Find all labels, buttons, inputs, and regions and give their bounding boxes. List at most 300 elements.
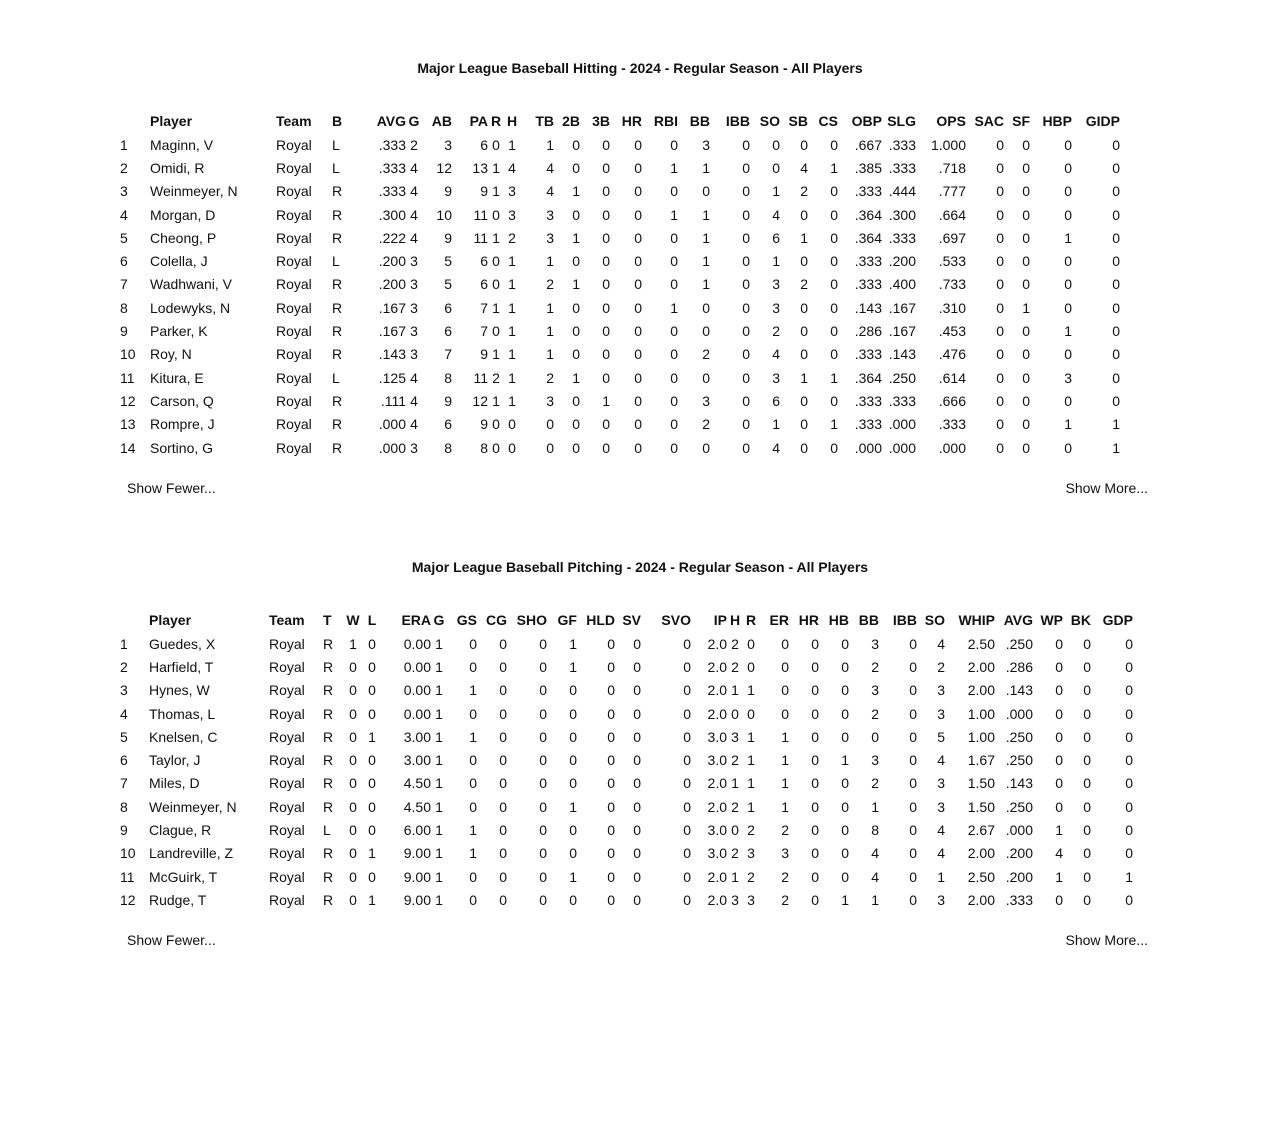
pitching-cell-r: 1	[747, 728, 755, 745]
hitting-cell-2b: 1	[572, 183, 580, 200]
pitching-cell-hr: 0	[811, 798, 819, 815]
pitching-header-era[interactable]: ERA	[401, 612, 431, 628]
hitting-cell-cs: 0	[830, 206, 838, 223]
pitching-cell-gs: 0	[469, 752, 477, 769]
pitching-header-cg[interactable]: CG	[486, 612, 507, 628]
pitching-cell-hb: 0	[841, 658, 849, 675]
hitting-cell-obp: .333	[854, 392, 882, 409]
pitching-header-ibb[interactable]: IBB	[892, 612, 917, 628]
pitching-cell-team: Royal	[269, 752, 305, 769]
pitching-header-gs[interactable]: GS	[456, 612, 477, 628]
hitting-header-3b[interactable]: 3B	[592, 113, 610, 129]
pitching-cell-so: 4	[937, 845, 945, 862]
pitching-cell-r: 1	[747, 682, 755, 699]
hitting-cell-ab: 7	[444, 346, 452, 363]
hitting-cell-cs: 0	[830, 392, 838, 409]
hitting-header-ibb[interactable]: IBB	[725, 113, 750, 129]
hitting-cell-sf: 0	[1022, 416, 1030, 433]
pitching-cell-team: Royal	[269, 775, 305, 792]
hitting-header-ops[interactable]: OPS	[936, 113, 966, 129]
pitching-cell-r: 1	[747, 798, 755, 815]
hitting-cell-team: Royal	[276, 276, 312, 293]
hitting-header-b[interactable]: B	[332, 113, 343, 129]
pitching-header-bk[interactable]: BK	[1070, 612, 1091, 628]
pitching-header-avg[interactable]: AVG	[1003, 612, 1033, 628]
pitching-cell-so: 3	[937, 891, 945, 908]
pitching-cell-so: 3	[937, 682, 945, 699]
pitching-table	[120, 608, 1133, 912]
hitting-cell-ab: 8	[444, 439, 452, 456]
hitting-header-hbp[interactable]: HBP	[1042, 113, 1072, 129]
hitting-header-bb[interactable]: BB	[689, 113, 710, 129]
hitting-header-sf[interactable]: SF	[1012, 113, 1030, 129]
hitting-cell-3b: 0	[602, 369, 610, 386]
hitting-cell-b: R	[332, 229, 343, 246]
hitting-header-r[interactable]: R	[490, 113, 502, 129]
pitching-header-wp[interactable]: WP	[1040, 612, 1063, 628]
hitting-cell-rank: 10	[120, 346, 136, 363]
hitting-header-gidp[interactable]: GIDP	[1085, 113, 1120, 129]
hitting-cell-b: R	[332, 323, 343, 340]
hitting-cell-ab: 9	[444, 229, 452, 246]
hitting-cell-player: Sortino, G	[150, 439, 214, 456]
hitting-cell-hr: 0	[634, 253, 642, 270]
pitching-header-bb[interactable]: BB	[858, 612, 879, 628]
hitting-cell-2b: 0	[572, 206, 580, 223]
hitting-cell-bb: 2	[702, 416, 710, 433]
pitching-cell-sv: 0	[633, 728, 641, 745]
hitting-header-avg[interactable]: AVG	[376, 113, 406, 129]
pitching-table-row	[120, 818, 1133, 841]
pitching-cell-svo: 0	[683, 822, 691, 839]
pitching-cell-cg: 0	[499, 682, 507, 699]
hitting-cell-team: Royal	[276, 253, 312, 270]
pitching-header-hld[interactable]: HLD	[586, 612, 615, 628]
hitting-cell-so: 0	[772, 159, 780, 176]
hitting-header-obp[interactable]: OBP	[851, 113, 882, 129]
pitching-cell-gs: 1	[469, 682, 477, 699]
hitting-cell-cs: 0	[830, 183, 838, 200]
hitting-header-hr[interactable]: HR	[621, 113, 642, 129]
pitching-cell-wp: 4	[1055, 845, 1063, 862]
hitting-cell-avg: .222	[378, 229, 406, 246]
hitting-cell-r: 1	[492, 299, 500, 316]
hitting-cell-so: 4	[772, 346, 780, 363]
pitching-cell-ip: 2.0	[707, 635, 727, 652]
hitting-cell-bb: 1	[702, 206, 710, 223]
hitting-cell-ibb: 0	[742, 323, 750, 340]
pitching-cell-rank: 6	[120, 752, 128, 769]
hitting-cell-rbi: 0	[670, 136, 678, 153]
pitching-table-row	[120, 702, 1133, 725]
hitting-cell-gidp: 0	[1112, 392, 1120, 409]
hitting-cell-h: 3	[508, 183, 516, 200]
pitching-cell-hr: 0	[811, 775, 819, 792]
pitching-cell-whip: 2.00	[967, 658, 995, 675]
hitting-cell-obp: .364	[854, 229, 882, 246]
hitting-cell-hbp: 0	[1064, 136, 1072, 153]
pitching-cell-bb: 2	[871, 658, 879, 675]
hitting-cell-gidp: 0	[1112, 229, 1120, 246]
hitting-cell-rank: 13	[120, 416, 136, 433]
hitting-cell-rbi: 0	[670, 392, 678, 409]
hitting-cell-ibb: 0	[742, 416, 750, 433]
pitching-cell-sv: 0	[633, 775, 641, 792]
hitting-cell-r: 1	[492, 159, 500, 176]
pitching-cell-sv: 0	[633, 635, 641, 652]
hitting-header-pa[interactable]: PA	[469, 113, 488, 129]
pitching-cell-era: 9.00	[403, 891, 431, 908]
hitting-cell-g: 3	[410, 276, 418, 293]
pitching-cell-era: 4.50	[403, 775, 431, 792]
pitching-cell-rank: 12	[120, 891, 136, 908]
pitching-cell-gs: 1	[469, 822, 477, 839]
pitching-cell-team: Royal	[269, 728, 305, 745]
hitting-cell-player: Lodewyks, N	[150, 299, 231, 316]
pitching-show-more-link[interactable]: Show More...	[1065, 932, 1148, 948]
hitting-cell-so: 4	[772, 206, 780, 223]
hitting-header-ab[interactable]: AB	[431, 113, 452, 129]
hitting-cell-rank: 11	[120, 369, 135, 386]
pitching-cell-bk: 0	[1083, 752, 1091, 769]
pitching-cell-cg: 0	[499, 728, 507, 745]
hitting-cell-3b: 0	[602, 229, 610, 246]
hitting-cell-g: 4	[410, 416, 418, 433]
hitting-cell-ibb: 0	[742, 439, 750, 456]
pitching-cell-svo: 0	[683, 891, 691, 908]
hitting-cell-cs: 0	[830, 136, 838, 153]
pitching-header-l[interactable]: L	[367, 612, 377, 628]
pitching-header-gdp[interactable]: GDP	[1102, 612, 1133, 628]
pitching-cell-avg: .143	[1005, 775, 1033, 792]
hitting-cell-rank: 6	[120, 253, 128, 270]
hitting-cell-avg: .333	[378, 159, 406, 176]
hitting-pager	[127, 480, 1148, 500]
hitting-header-rbi[interactable]: RBI	[653, 113, 678, 129]
hitting-cell-hr: 0	[634, 392, 642, 409]
pitching-cell-player: Landreville, Z	[149, 845, 234, 862]
hitting-header-so[interactable]: SO	[759, 113, 780, 129]
pitching-cell-g: 1	[435, 635, 443, 652]
pitching-cell-ip: 2.0	[707, 798, 727, 815]
pitching-cell-hr: 0	[811, 868, 819, 885]
pitching-cell-player: Clague, R	[149, 822, 212, 839]
pitching-header-t[interactable]: T	[323, 612, 332, 628]
pitching-cell-wp: 0	[1055, 798, 1063, 815]
hitting-header-h[interactable]: H	[506, 113, 518, 129]
hitting-cell-avg: .000	[378, 439, 406, 456]
pitching-cell-team: Royal	[269, 658, 305, 675]
pitching-cell-ibb: 0	[909, 682, 917, 699]
hitting-title: Major League Baseball Hitting - 2024 - Regular Season - All Players	[417, 60, 863, 76]
pitching-cell-ip: 2.0	[707, 682, 727, 699]
pitching-cell-sv: 0	[633, 868, 641, 885]
pitching-cell-hld: 0	[607, 635, 615, 652]
pitching-cell-hr: 0	[811, 845, 819, 862]
pitching-cell-cg: 0	[499, 658, 507, 675]
pitching-cell-g: 1	[435, 658, 443, 675]
hitting-cell-tb: 2	[546, 276, 554, 293]
pitching-cell-l: 0	[368, 705, 376, 722]
pitching-cell-gf: 0	[569, 822, 577, 839]
pitching-header-er[interactable]: ER	[769, 612, 789, 628]
hitting-cell-ops: .777	[938, 183, 966, 200]
hitting-cell-h: 0	[508, 439, 516, 456]
hitting-header-rank[interactable]	[120, 109, 150, 133]
hitting-cell-team: Royal	[276, 369, 312, 386]
hitting-cell-gidp: 0	[1112, 369, 1120, 386]
hitting-table-row	[120, 133, 1120, 156]
pitching-cell-bk: 0	[1083, 682, 1091, 699]
pitching-cell-cg: 0	[499, 775, 507, 792]
pitching-cell-er: 2	[781, 891, 789, 908]
pitching-cell-whip: 1.00	[967, 705, 995, 722]
pitching-cell-ibb: 0	[909, 868, 917, 885]
hitting-cell-pa: 6	[480, 253, 488, 270]
pitching-cell-g: 1	[435, 822, 443, 839]
hitting-header-tb[interactable]: TB	[535, 113, 554, 129]
hitting-cell-sac: 0	[996, 253, 1004, 270]
hitting-cell-ab: 8	[444, 369, 452, 386]
pitching-cell-hb: 1	[841, 752, 849, 769]
pitching-cell-er: 0	[781, 635, 789, 652]
hitting-cell-team: Royal	[276, 439, 312, 456]
hitting-cell-sac: 0	[996, 346, 1004, 363]
pitching-cell-bk: 0	[1083, 868, 1091, 885]
pitching-table-row	[120, 679, 1133, 702]
hitting-cell-sac: 0	[996, 416, 1004, 433]
pitching-cell-cg: 0	[499, 891, 507, 908]
pitching-cell-bk: 0	[1083, 891, 1091, 908]
hitting-cell-so: 2	[772, 323, 780, 340]
pitching-cell-l: 0	[368, 775, 376, 792]
hitting-cell-so: 6	[772, 392, 780, 409]
pitching-header-rank[interactable]	[120, 608, 149, 632]
pitching-cell-gf: 0	[569, 728, 577, 745]
pitching-cell-avg: .286	[1005, 658, 1033, 675]
pitching-cell-whip: 2.00	[967, 845, 995, 862]
pitching-cell-gf: 0	[569, 845, 577, 862]
hitting-cell-g: 4	[410, 369, 418, 386]
pitching-header-player[interactable]: Player	[149, 612, 192, 628]
hitting-cell-ab: 5	[444, 253, 452, 270]
pitching-cell-h: 1	[731, 868, 739, 885]
hitting-cell-hbp: 0	[1064, 439, 1072, 456]
hitting-cell-b: R	[332, 183, 343, 200]
pitching-cell-t: R	[323, 658, 334, 675]
hitting-cell-r: 0	[492, 439, 500, 456]
hitting-cell-cs: 1	[830, 369, 838, 386]
pitching-header-r[interactable]: R	[745, 612, 757, 628]
pitching-header-so[interactable]: SO	[924, 612, 945, 628]
pitching-cell-bb: 0	[871, 728, 879, 745]
hitting-cell-slg: .333	[888, 159, 916, 176]
pitching-cell-t: L	[323, 822, 331, 839]
hitting-header-sb[interactable]: SB	[788, 113, 808, 129]
pitching-header-g[interactable]: G	[433, 612, 445, 628]
hitting-cell-r: 0	[492, 253, 500, 270]
hitting-cell-h: 1	[508, 369, 516, 386]
pitching-cell-w: 0	[349, 822, 357, 839]
pitching-table-row	[120, 888, 1133, 911]
pitching-cell-whip: 2.67	[967, 822, 995, 839]
pitching-cell-gf: 0	[569, 682, 577, 699]
hitting-table-row	[120, 273, 1120, 296]
hitting-header-team[interactable]: Team	[276, 113, 312, 129]
pitching-cell-hld: 0	[607, 798, 615, 815]
pitching-header-team[interactable]: Team	[269, 612, 305, 628]
pitching-header-h[interactable]: H	[729, 612, 741, 628]
pitching-cell-era: 9.00	[403, 868, 431, 885]
hitting-show-fewer-link[interactable]: Show Fewer...	[127, 480, 216, 496]
pitching-cell-team: Royal	[269, 868, 305, 885]
pitching-header-hb[interactable]: HB	[828, 612, 849, 628]
pitching-table-row	[120, 865, 1133, 888]
hitting-cell-2b: 0	[572, 299, 580, 316]
hitting-cell-b: R	[332, 392, 343, 409]
hitting-cell-hr: 0	[634, 276, 642, 293]
hitting-cell-tb: 3	[546, 206, 554, 223]
pitching-header-whip[interactable]: WHIP	[958, 612, 995, 628]
hitting-cell-so: 3	[772, 276, 780, 293]
pitching-header-sho[interactable]: SHO	[516, 612, 547, 628]
hitting-cell-ops: .533	[938, 253, 966, 270]
hitting-cell-team: Royal	[276, 299, 312, 316]
pitching-header-hr[interactable]: HR	[798, 612, 819, 628]
pitching-cell-h: 0	[731, 822, 739, 839]
hitting-cell-ab: 10	[436, 206, 452, 223]
hitting-cell-obp: .333	[854, 416, 882, 433]
pitching-cell-sv: 0	[633, 752, 641, 769]
hitting-cell-team: Royal	[276, 183, 312, 200]
hitting-cell-r: 2	[492, 369, 500, 386]
hitting-cell-rank: 4	[120, 206, 128, 223]
hitting-show-more-link[interactable]: Show More...	[1065, 480, 1148, 496]
pitching-cell-sv: 0	[633, 705, 641, 722]
hitting-cell-g: 3	[410, 299, 418, 316]
hitting-header-player[interactable]: Player	[150, 113, 193, 129]
hitting-cell-slg: .250	[888, 369, 916, 386]
pitching-cell-cg: 0	[499, 798, 507, 815]
hitting-cell-sf: 0	[1022, 323, 1030, 340]
hitting-cell-pa: 11	[473, 206, 488, 223]
pitching-cell-avg: .200	[1005, 845, 1033, 862]
pitching-header-svo[interactable]: SVO	[661, 612, 691, 628]
pitching-cell-avg: .200	[1005, 868, 1033, 885]
hitting-cell-rbi: 0	[670, 416, 678, 433]
hitting-cell-ibb: 0	[742, 276, 750, 293]
pitching-cell-wp: 0	[1055, 728, 1063, 745]
pitching-cell-hb: 0	[841, 775, 849, 792]
hitting-cell-obp: .333	[854, 276, 882, 293]
pitching-cell-r: 2	[747, 868, 755, 885]
hitting-cell-b: R	[332, 346, 343, 363]
pitching-show-fewer-link[interactable]: Show Fewer...	[127, 932, 216, 948]
hitting-cell-bb: 0	[702, 323, 710, 340]
hitting-header-cs[interactable]: CS	[818, 113, 838, 129]
pitching-cell-t: R	[323, 775, 334, 792]
hitting-cell-tb: 4	[546, 183, 554, 200]
pitching-cell-er: 0	[781, 682, 789, 699]
hitting-cell-3b: 0	[602, 323, 610, 340]
pitching-cell-bb: 8	[871, 822, 879, 839]
pitching-cell-hb: 0	[841, 635, 849, 652]
hitting-header-sac[interactable]: SAC	[974, 113, 1004, 129]
hitting-cell-g: 4	[410, 229, 418, 246]
hitting-cell-r: 1	[492, 392, 500, 409]
hitting-header-g[interactable]: G	[408, 113, 420, 129]
hitting-cell-rbi: 0	[670, 323, 678, 340]
pitching-cell-gdp: 0	[1125, 682, 1133, 699]
hitting-cell-hr: 0	[634, 346, 642, 363]
hitting-cell-pa: 6	[480, 276, 488, 293]
pitching-cell-ip: 2.0	[707, 658, 727, 675]
pitching-cell-w: 0	[349, 868, 357, 885]
pitching-cell-t: R	[323, 845, 334, 862]
hitting-cell-pa: 9	[480, 183, 488, 200]
pitching-cell-whip: 1.67	[967, 752, 995, 769]
hitting-cell-g: 3	[410, 439, 418, 456]
hitting-cell-team: Royal	[276, 392, 312, 409]
hitting-cell-ibb: 0	[742, 392, 750, 409]
hitting-cell-hbp: 0	[1064, 346, 1072, 363]
pitching-cell-rank: 5	[120, 728, 128, 745]
pitching-cell-bk: 0	[1083, 705, 1091, 722]
hitting-cell-sb: 0	[800, 206, 808, 223]
hitting-table-row	[120, 226, 1120, 249]
hitting-cell-slg: .444	[888, 183, 916, 200]
hitting-cell-slg: .000	[888, 416, 916, 433]
hitting-cell-obp: .333	[854, 346, 882, 363]
pitching-cell-bb: 3	[871, 682, 879, 699]
pitching-cell-wp: 1	[1055, 868, 1063, 885]
pitching-cell-l: 1	[368, 891, 376, 908]
hitting-cell-g: 4	[410, 206, 418, 223]
pitching-header-ip[interactable]: IP	[713, 612, 727, 628]
pitching-cell-l: 1	[368, 845, 376, 862]
pitching-cell-hld: 0	[607, 752, 615, 769]
hitting-cell-team: Royal	[276, 159, 312, 176]
pitching-cell-player: Guedes, X	[149, 635, 216, 652]
pitching-cell-so: 4	[937, 752, 945, 769]
pitching-cell-hb: 0	[841, 845, 849, 862]
pitching-cell-avg: .000	[1005, 705, 1033, 722]
pitching-cell-g: 1	[435, 891, 443, 908]
pitching-header-gf[interactable]: GF	[557, 612, 577, 628]
pitching-cell-g: 1	[435, 798, 443, 815]
pitching-cell-g: 1	[435, 845, 443, 862]
hitting-cell-3b: 0	[602, 299, 610, 316]
hitting-cell-h: 1	[508, 276, 516, 293]
hitting-cell-h: 3	[508, 206, 516, 223]
pitching-header-sv[interactable]: SV	[622, 612, 641, 628]
pitching-cell-er: 1	[781, 728, 789, 745]
hitting-header-2b[interactable]: 2B	[562, 113, 580, 129]
pitching-header-w[interactable]: W	[346, 612, 360, 628]
pitching-cell-bb: 3	[871, 752, 879, 769]
hitting-cell-obp: .333	[854, 183, 882, 200]
hitting-cell-slg: .333	[888, 136, 916, 153]
pitching-cell-bk: 0	[1083, 798, 1091, 815]
hitting-header-slg[interactable]: SLG	[887, 113, 916, 129]
pitching-cell-ip: 3.0	[707, 752, 727, 769]
hitting-cell-sac: 0	[996, 299, 1004, 316]
hitting-cell-rbi: 0	[670, 346, 678, 363]
hitting-cell-ibb: 0	[742, 183, 750, 200]
pitching-cell-ibb: 0	[909, 845, 917, 862]
pitching-cell-avg: .333	[1005, 891, 1033, 908]
pitching-cell-er: 0	[781, 658, 789, 675]
